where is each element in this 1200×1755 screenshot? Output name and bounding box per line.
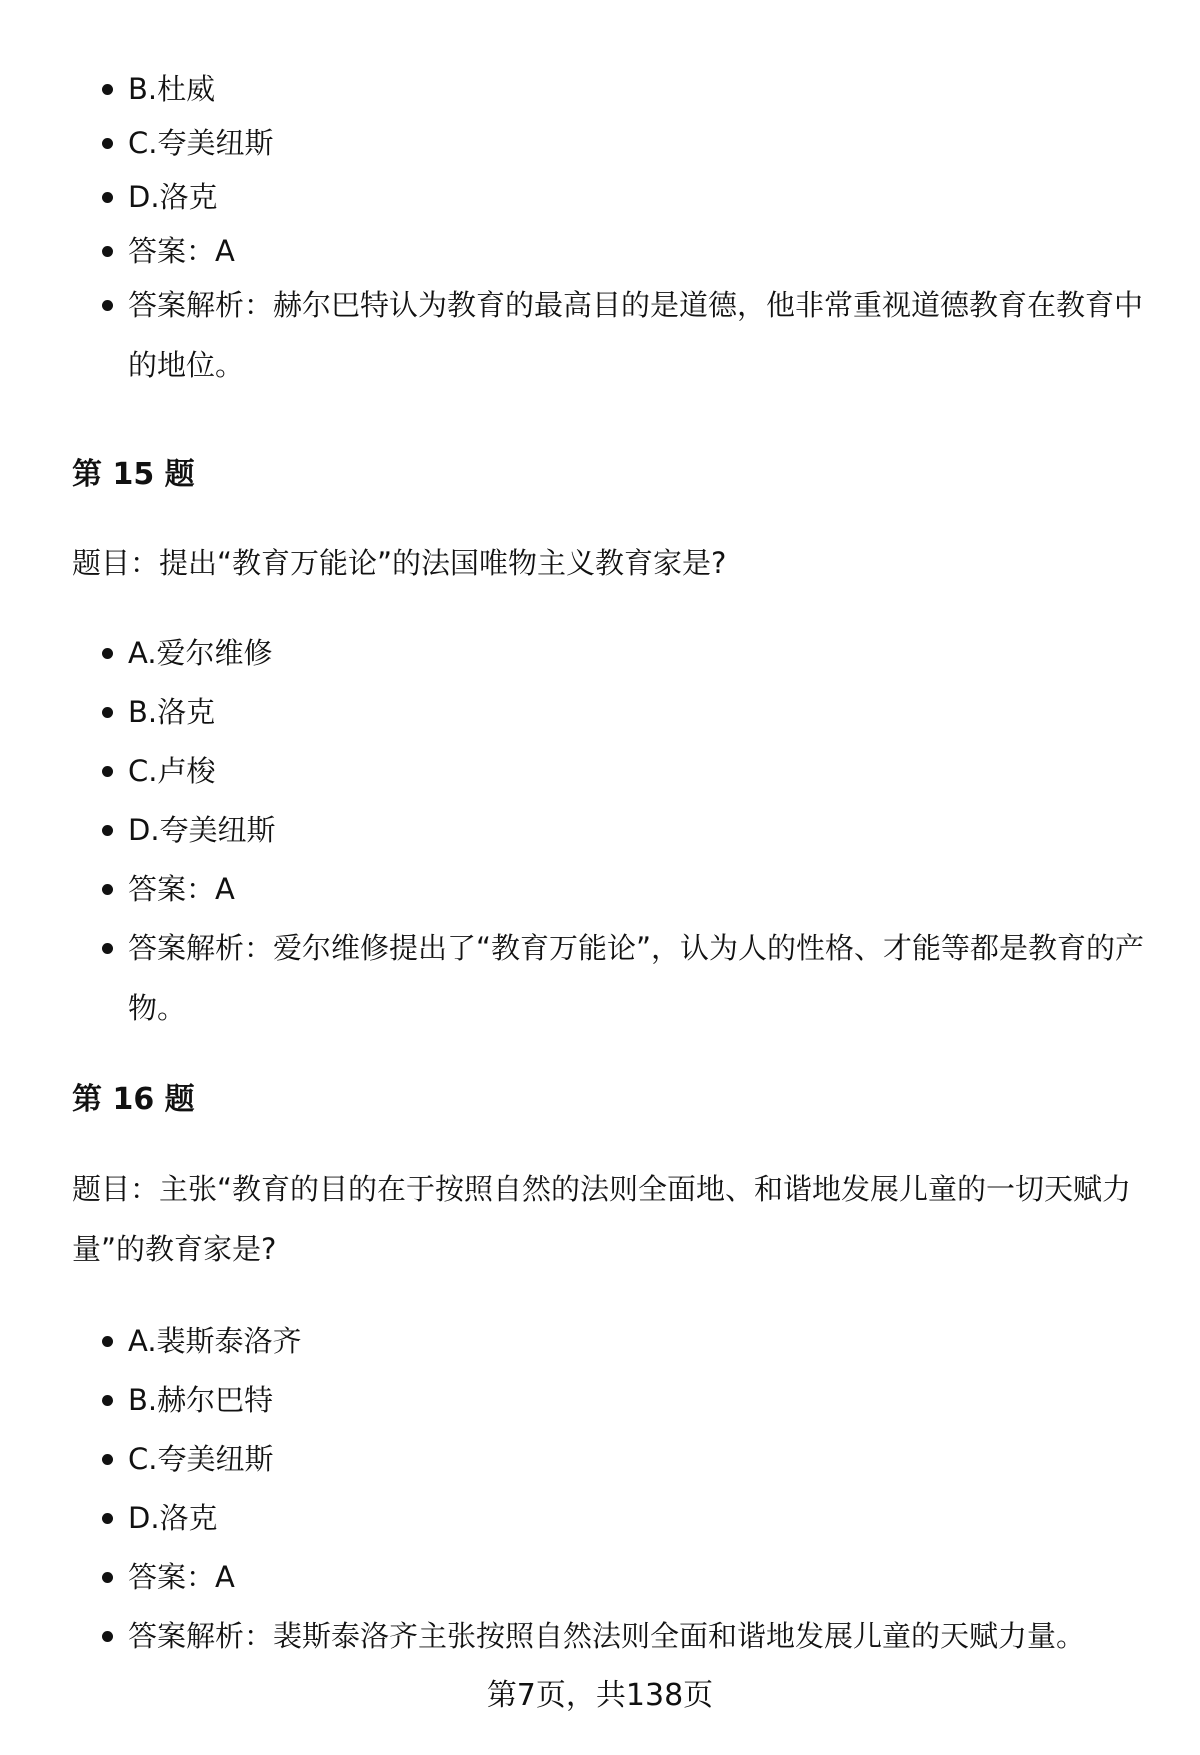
option-b: B.赫尔巴特 — [128, 1370, 1148, 1430]
question-heading-15: 第 15 题 — [72, 457, 195, 492]
option-d: D.夸美纽斯 — [128, 800, 1148, 860]
answer-analysis: 答案解析：裴斯泰洛齐主张按照自然法则全面和谐地发展儿童的天赋力量。 — [128, 1606, 1148, 1666]
question-text-15: 题目：提出“教育万能论”的法国唯物主义教育家是? — [72, 546, 727, 580]
question-heading-16: 第 16 题 — [72, 1082, 195, 1117]
option-d: D.洛克 — [128, 167, 1148, 227]
answer: 答案：A — [128, 1547, 1148, 1607]
page-number-footer: 第7页，共138页 — [486, 1678, 714, 1713]
option-c: C.夸美纽斯 — [128, 113, 1148, 173]
option-b: B.洛克 — [128, 682, 1148, 742]
option-c: C.夸美纽斯 — [128, 1429, 1148, 1489]
answer: 答案：A — [128, 859, 1148, 919]
option-d: D.洛克 — [128, 1488, 1148, 1548]
option-a: A.裴斯泰洛齐 — [128, 1311, 1148, 1371]
answer-analysis: 答案解析：爱尔维修提出了“教育万能论”，认为人的性格、才能等都是教育的产物。 — [128, 918, 1148, 1038]
question-text-16: 题目：主张“教育的目的在于按照自然的法则全面地、和谐地发展儿童的一切天赋力量”的教育家是? — [72, 1172, 1132, 1266]
answer-analysis: 答案解析：赫尔巴特认为教育的最高目的是道德，他非常重视道德教育在教育中的地位。 — [128, 275, 1148, 395]
option-c: C.卢梭 — [128, 741, 1148, 801]
option-a: A.爱尔维修 — [128, 623, 1148, 683]
option-b: B.杜威 — [128, 59, 1148, 119]
answer: 答案：A — [128, 221, 1148, 281]
